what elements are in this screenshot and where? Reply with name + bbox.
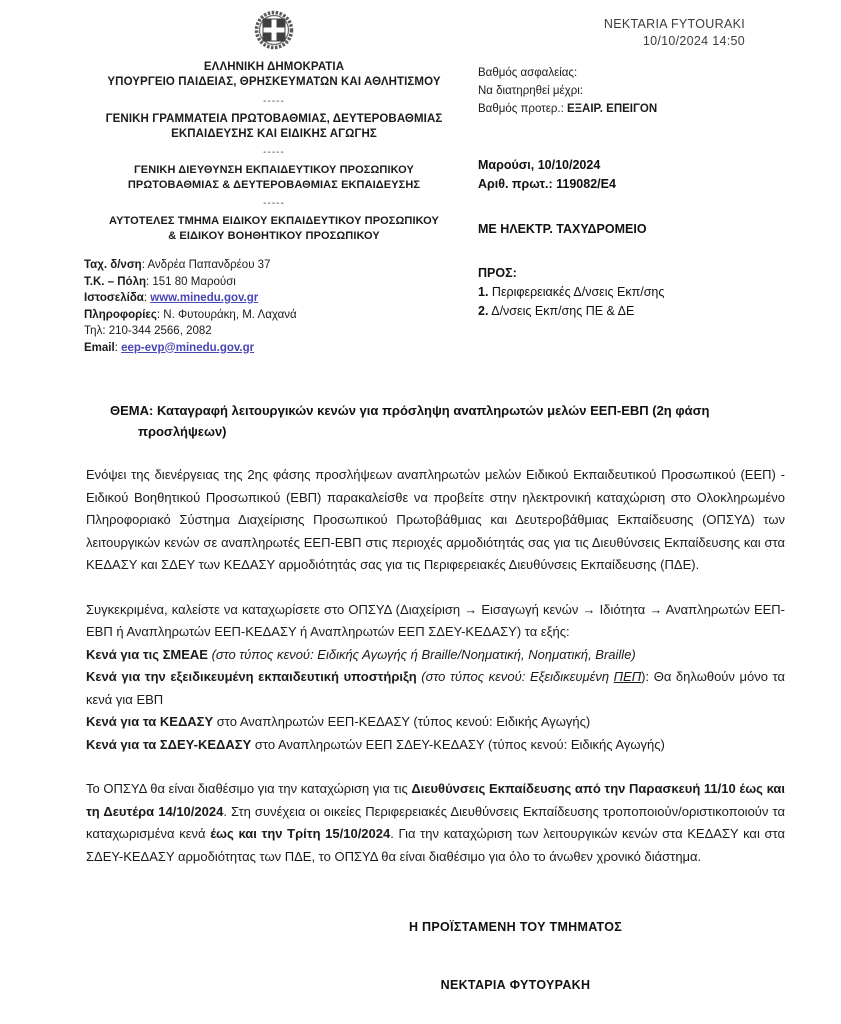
divider-1: ----- (263, 96, 285, 107)
contact-address-label: Ταχ. δ/νση (84, 259, 142, 271)
recipient-2-number: 2. (478, 304, 489, 318)
body-paragraph-3 (86, 778, 785, 868)
p3-part-e: . Για την καταχώριση των λειτουργικών κενών στα ΚΕΔΑΣΥ και στα ΣΔΕΥ-ΚΕΔΑΣΥ αρμοδιότητας των ΠΔΕ, το ΟΠΣΥΔ θα είναι διαθέσιμο για όλο το άνωθεν χρονικό διάστημα. (86, 826, 785, 864)
recipient-2-text: Δ/νσεις Εκπ/σης ΠΕ & ΔΕ (488, 304, 635, 318)
body-paragraph-2-intro: Συγκεκριμένα, καλείστε να καταχωρίσετε στο ΟΠΣΥΔ (Διαχείριση → Εισαγωγή κενών → Ιδιότητα → Αναπληρωτών ΕΕΠ-ΕΒΠ ή Αναπληρωτών ΕΕΠ-ΚΕΔΑΣΥ ή Αναπληρωτών ΕΕΠ ΣΔΕΥ-ΚΕΔΑΣΥ) τα εξής: (86, 601, 785, 639)
org-name-line1: ΕΛΛΗΝΙΚΗ ΔΗΜΟΚΡΑΤΙΑ (203, 61, 345, 73)
org-department-line1: ΑΥΤΟΤΕΛΕΣ ΤΜΗΜΑ ΕΙΔΙΚΟΥ ΕΚΠΑΙΔΕΥΤΙΚΟΥ ΠΡΟΣΩΠΙΚΟΥ (109, 215, 439, 227)
signature-title: Η ΠΡΟΪΣΤΑΜΕΝΗ ΤΟΥ ΤΜΗΜΑΤΟΣ (408, 920, 623, 934)
contact-address-row (84, 257, 464, 274)
contact-website-row (84, 290, 464, 307)
contact-phone-value: : 210-344 2566, 2082 (102, 325, 212, 337)
reference-block (478, 156, 789, 194)
subject-text-line1: Καταγραφή λειτουργικών κενών για πρόσληψη αναπληρωτών μελών ΕΕΠ-ΕΒΠ (2η φάση (156, 403, 710, 418)
gap-type-specialized-label: Κενά για την εξειδικευμένη εκπαιδευτική υποστήριξη (86, 669, 417, 684)
contact-block (84, 257, 464, 356)
gap-type-sdey-kedasy-label: Κενά για τα ΣΔΕΥ-ΚΕΔΑΣΥ (86, 736, 252, 752)
gap-type-specialized-pep: ΠΕΠ (613, 669, 642, 684)
digital-signature-stamp (478, 16, 789, 50)
recipient-1-number: 1. (478, 285, 489, 299)
divider-3: ----- (263, 198, 285, 209)
contact-phone-label: Τηλ (84, 325, 103, 337)
contact-email-separator: : (114, 341, 122, 354)
contact-email-label: Email (84, 341, 115, 354)
body-paragraph-1: Ενόψει της διενέργειας της 2ης φάσης προσλήψεων αναπληρωτών μελών Ειδικού Εκπαιδευτικού Προσωπικού (ΕΕΠ) - Ειδικού Βοηθητικού Προσωπικού (ΕΒΠ) παρακαλείσθε να προβείτε στην ηλεκτρονική καταχώριση στο Ολοκληρωμένο Πληροφοριακό Σύστημα Διαχείρισης Προσωπικού Πρωτοβάθμιας και Δευτεροβάθμιας Εκπαίδευσης (ΟΠΣΥΔ) των λειτουργικών κενών σε αναπληρωτές ΕΕΠ-ΕΒΠ στις περιοχές αρμοδιότητάς σας για τις Διευθύνσεις Εκπαίδευσης και στα ΚΕΔΑΣΥ και ΣΔΕΥ των ΚΕΔΑΣΥ αρμοδιότητάς σας για τις Περιφερειακές Διευθύνσεις Εκπαίδευσης (ΠΔΕ). (86, 467, 785, 572)
contact-info-row (84, 307, 464, 324)
letterhead-right-column (464, 8, 789, 321)
gap-type-kedasy-detail: στο Αναπληρωτών ΕΕΠ-ΚΕΔΑΣΥ (τύπος κενού: Ειδικής Αγωγής) (213, 714, 591, 729)
document-body (86, 464, 785, 868)
gap-type-specialized-rest: ): Θα δηλωθούν μόνο τα κενά για ΕΒΠ (86, 669, 786, 707)
gap-type-line-specialized-support (86, 666, 785, 711)
contact-phone-row (84, 323, 464, 340)
signature-block (0, 920, 841, 992)
greek-coat-of-arms-icon (248, 8, 300, 54)
security-retention-row: Να διατηρηθεί μέχρι: (478, 85, 583, 97)
recipients-block (478, 264, 789, 321)
contact-email-row (84, 340, 464, 357)
p3-deadline-regional: έως και την Τρίτη 15/10/2024 (210, 826, 391, 841)
letterhead-left-column (84, 8, 464, 356)
security-classification-row: Βαθμός ασφαλείας: (478, 67, 578, 79)
gap-type-sdey-kedasy-detail: στο Αναπληρωτών ΕΕΠ ΣΔΕΥ-ΚΕΔΑΣΥ (τύπος κενού: Ειδικής Αγωγής) (251, 736, 665, 752)
recipient-item-1 (478, 283, 789, 302)
p3-deadline-directorates: Διευθύνσεις Εκπαίδευσης από την Παρασκευή 11/10 έως και τη Δευτέρα 14/10/2024 (86, 781, 785, 819)
contact-city-value: : 151 80 Μαρούσι (146, 275, 236, 288)
p3-part-c: . Στη συνέχεια οι οικείες Περιφερειακές Διευθύνσεις Εκπαίδευσης τροποποιούν/οριστικοποιούν τα καταχωρισμένα κενά (86, 803, 785, 841)
org-name-line2: ΥΠΟΥΡΓΕΙΟ ΠΑΙΔΕΙΑΣ, ΘΡΗΣΚΕΥΜΑΤΩΝ ΚΑΙ ΑΘΛΗΤΙΣΜΟΥ (107, 76, 441, 88)
org-secretariat-line2: ΕΚΠΑΙΔΕΥΣΗΣ ΚΑΙ ΕΙΔΙΚΗΣ ΑΓΩΓΗΣ (171, 127, 377, 140)
p3-part-a: Το ΟΠΣΥΔ θα είναι διαθέσιμο για την καταχώριση για τις (86, 781, 412, 796)
stamp-datetime: 10/10/2024 14:50 (642, 34, 745, 48)
recipient-item-2 (478, 302, 789, 321)
recipient-1-text: Περιφερειακές Δ/νσεις Εκπ/σης (488, 285, 665, 299)
signature-name: ΝΕΚΤΑΡΙΑ ΦΥΤΟΥΡΑΚΗ (440, 978, 591, 992)
subject-line (110, 400, 785, 442)
gap-type-line-sdey-kedasy (86, 734, 785, 757)
gap-type-smeae-detail: (στο τύπος κενού: Ειδικής Αγωγής ή Braille/Νοηματική, Νοηματική, Braille) (207, 646, 636, 662)
org-secretariat-line1: ΓΕΝΙΚΗ ΓΡΑΜΜΑΤΕΙΑ ΠΡΩΤΟΒΑΘΜΙΑΣ, ΔΕΥΤΕΡΟΒΑΘΜΙΑΣ (105, 113, 443, 125)
subject-label: ΘΕΜΑ: (110, 403, 157, 418)
recipients-heading: ΠΡΟΣ: (478, 266, 517, 280)
divider-2: ----- (263, 147, 285, 158)
gap-type-specialized-detail: (στο τύπος κενού: Εξειδικευμένη (416, 669, 614, 684)
email-link[interactable]: eep-evp@minedu.gov.gr (121, 341, 255, 354)
security-priority-label: Βαθμός προτερ.: (478, 103, 567, 115)
gap-type-smeae-label: Κενά για τις ΣΜΕΑΕ (86, 646, 208, 662)
subject-text-line2: προσλήψεων) (138, 424, 227, 439)
contact-city-row (84, 274, 464, 291)
org-department-line2: & ΕΙΔΙΚΟΥ ΒΟΗΘΗΤΙΚΟΥ ΠΡΟΣΩΠΙΚΟΥ (168, 229, 380, 242)
gap-type-line-smeae (86, 644, 785, 667)
gap-type-line-kedasy (86, 711, 785, 734)
security-priority-row (478, 100, 789, 118)
contact-info-label: Πληροφορίες (84, 308, 157, 321)
website-link[interactable]: www.minedu.gov.gr (150, 292, 259, 304)
delivery-mode: ΜΕ ΗΛΕΚΤΡ. ΤΑΧΥΔΡΟΜΕΙΟ (478, 222, 647, 236)
body-paragraph-2 (86, 599, 785, 644)
org-directorate-line1: ΓΕΝΙΚΗ ΔΙΕΥΘΥΝΣΗ ΕΚΠΑΙΔΕΥΤΙΚΟΥ ΠΡΟΣΩΠΙΚΟΥ (134, 164, 414, 176)
place-and-date: Μαρούσι, 10/10/2024 (478, 158, 601, 172)
gap-type-kedasy-label: Κενά για τα ΚΕΔΑΣΥ (86, 714, 214, 729)
contact-city-label: Τ.Κ. – Πόλη (84, 275, 146, 288)
security-block (478, 64, 789, 118)
contact-address-value: : Ανδρέα Παπανδρέου 37 (141, 259, 271, 271)
contact-info-value: : Ν. Φυτουράκη, Μ. Λαχανά (156, 308, 297, 321)
org-directorate-line2: ΠΡΩΤΟΒΑΘΜΙΑΣ & ΔΕΥΤΕΡΟΒΑΘΜΙΑΣ ΕΚΠΑΙΔΕΥΣΗΣ (127, 178, 421, 191)
security-priority-value: ΕΞΑΙΡ. ΕΠΕΙΓΟΝ (566, 103, 658, 115)
stamp-name: NEKTARIA FYTOURAKI (603, 17, 745, 31)
contact-website-label: Ιστοσελίδα (84, 292, 144, 304)
letterhead (0, 0, 841, 356)
contact-website-separator: : (143, 292, 151, 304)
protocol-number: Αριθ. πρωτ.: 119082/Ε4 (478, 177, 616, 191)
